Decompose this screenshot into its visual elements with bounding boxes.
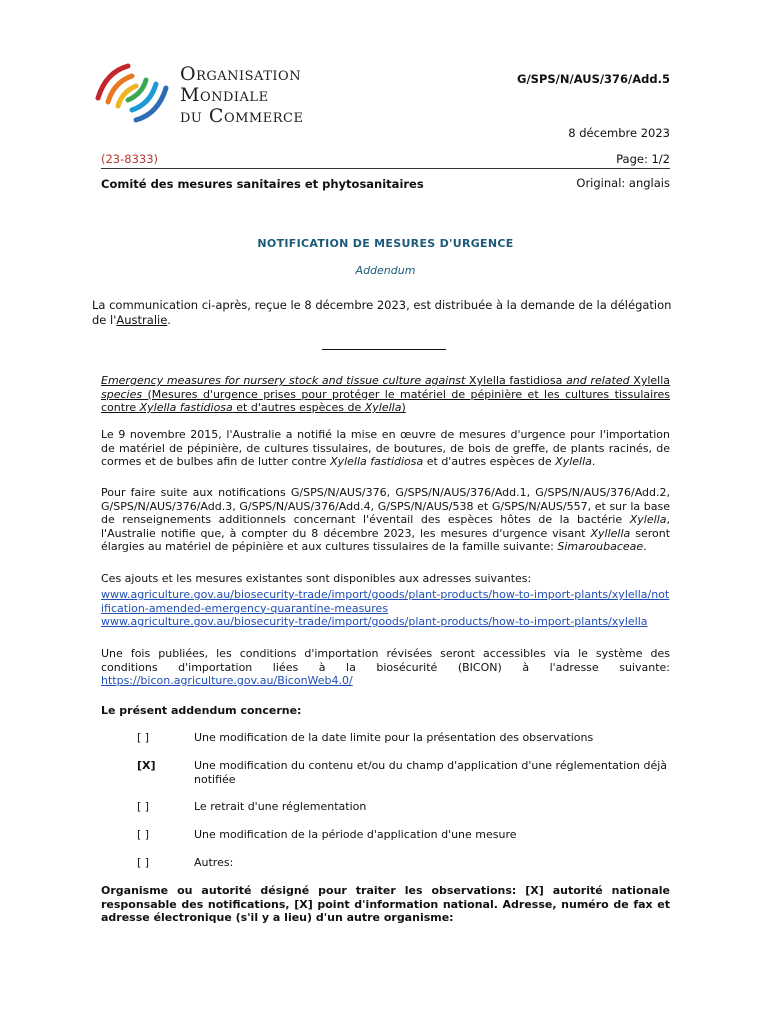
concern-item — [137, 856, 677, 872]
concern-item — [137, 800, 677, 816]
para1-text-e: . — [591, 455, 596, 468]
addendum-label: Addendum — [355, 264, 416, 277]
para1-text-d: Xylella — [555, 455, 592, 468]
section-divider — [322, 349, 446, 350]
paragraph-1 — [101, 428, 670, 469]
notification-title: NOTIFICATION DE MESURES D'URGENCE — [257, 237, 514, 250]
concern-checkbox[interactable]: [ ] — [137, 731, 150, 744]
designated-organism-paragraph: Organisme ou autorité désigné pour traiter les observations: [X] autorité nationale responsable des notifications, [X] point d'information national. Adresse, numéro de fax et adresse électronique (s'il y a lieu) d'un autre organisme: — [101, 884, 670, 924]
para1-text-a: Le 9 novembre 2015, l'Australie a notifié la mise en œuvre de mesures d'urgence pour l'importation de matériel de pépinière, de cultures tissulaires, de boutures, de bois de greffe, de plants racinés, de cormes et de bulbes afin de lutter contre — [101, 428, 670, 468]
para4-text: Une fois publiées, les conditions d'importation révisées seront accessibles via le système des conditions d'importation liées à la biosécurité (BICON) à l'adresse suivante: — [101, 647, 670, 674]
subject-part-8: et d'autres espèces de — [232, 401, 365, 414]
concern-checkbox[interactable]: [ ] — [137, 800, 150, 813]
subject-part-5: species — [101, 387, 143, 401]
concern-label: Le retrait d'une réglementation — [194, 800, 367, 813]
subject-part-4: Xylella — [633, 374, 671, 387]
subject-part-2: Xylella fastidiosa — [465, 374, 567, 387]
concern-item — [137, 731, 677, 747]
concern-label: Une modification de la date limite pour la présentation des observations — [194, 731, 594, 744]
agriculture-link-1[interactable]: www.agriculture.gov.au/biosecurity-trade/import/goods/plant-products/how-to-import-plants/xylella/notification-amended-emergency-quarantine-measures — [101, 588, 670, 615]
para2-text-a: Pour faire suite aux notifications G/SPS/N/AUS/376, G/SPS/N/AUS/376/Add.1, G/SPS/N/AUS/376/Add.2, G/SPS/N/AUS/376/Add.3, G/SPS/N/AUS/376/Add.4, G/SPS/N/AUS/538 et G/SPS/N/AUS/557, et sur la base de renseignements additionnels concernant l'éventail des espèces hôtes de la bactérie — [101, 486, 670, 526]
document-reference: (23-8333) — [101, 152, 159, 166]
concern-checkbox[interactable]: [X] — [137, 759, 156, 772]
document-symbol: G/SPS/N/AUS/376/Add.5 — [517, 72, 670, 86]
concern-label: Une modification de la période d'application d'une mesure — [194, 828, 517, 841]
paragraph-3: Ces ajouts et les mesures existantes sont disponibles aux adresses suivantes: — [101, 572, 532, 585]
subject-part-6: (Mesures d'urgence prises pour protéger le matériel de pépinière et les cultures tissulaires contre — [101, 387, 670, 414]
organization-name — [180, 64, 303, 127]
intro-paragraph — [92, 298, 678, 328]
subject-part-7: Xylella fastidiosa — [139, 401, 233, 414]
concern-item — [137, 828, 677, 844]
concern-label: Autres: — [194, 856, 234, 869]
org-name-line3: du Commerce — [180, 105, 304, 127]
para1-text-b: Xylella fastidiosa — [330, 455, 424, 468]
subject-part-9: Xylella — [364, 401, 402, 414]
para1-text-c: et d'autres espèces de — [423, 455, 556, 468]
concern-checkbox[interactable]: [ ] — [137, 828, 150, 841]
paragraph-4 — [101, 647, 670, 688]
para2-text-d: Xyllella — [590, 526, 631, 540]
links-block — [101, 588, 670, 629]
paragraph-2 — [101, 486, 670, 554]
para2-text-g: . — [643, 540, 647, 553]
para2-text-e: seront élargies au matériel de pépinière et aux cultures tissulaires de la famille suivante: — [101, 526, 671, 553]
intro-text: La communication ci-après, reçue le 8 décembre 2023, est distribuée à la demande de la délégation de l' — [92, 298, 672, 327]
committee-name: Comité des mesures sanitaires et phytosanitaires — [101, 177, 424, 191]
agriculture-link-2[interactable]: www.agriculture.gov.au/biosecurity-trade/import/goods/plant-products/how-to-import-plants/xylella — [101, 615, 648, 628]
subject-part-3: and related — [566, 374, 630, 387]
concern-item — [137, 759, 677, 789]
addendum-concerns-heading: Le présent addendum concerne: — [101, 704, 302, 717]
concern-label: Une modification du contenu et/ou du champ d'application d'une réglementation déjà notifiée — [194, 759, 668, 786]
header-divider — [101, 168, 670, 169]
para2-text-c: , l'Australie notifie que, à compter du 8 décembre 2023, les mesures d'urgence visant — [101, 513, 670, 540]
org-name-line2: Mondiale — [180, 84, 269, 106]
concern-checkbox[interactable]: [ ] — [137, 856, 150, 869]
subject-part-1: Emergency measures for nursery stock and tissue culture against — [101, 374, 466, 387]
original-language: Original: anglais — [576, 176, 670, 190]
bicon-link[interactable]: https://bicon.agriculture.gov.au/BiconWeb4.0/ — [101, 674, 353, 687]
intro-country: Australie — [116, 313, 168, 327]
org-name-line1: Organisation — [180, 63, 302, 85]
subject-title — [101, 374, 670, 415]
intro-end: . — [167, 313, 171, 327]
page-number: Page: 1/2 — [616, 152, 670, 166]
para2-text-f: Simaroubaceae — [557, 540, 644, 553]
document-date: 8 décembre 2023 — [568, 126, 670, 140]
subject-part-10: ) — [401, 401, 406, 414]
para2-text-b: Xylella — [629, 513, 667, 526]
wto-logo-icon — [92, 58, 172, 128]
